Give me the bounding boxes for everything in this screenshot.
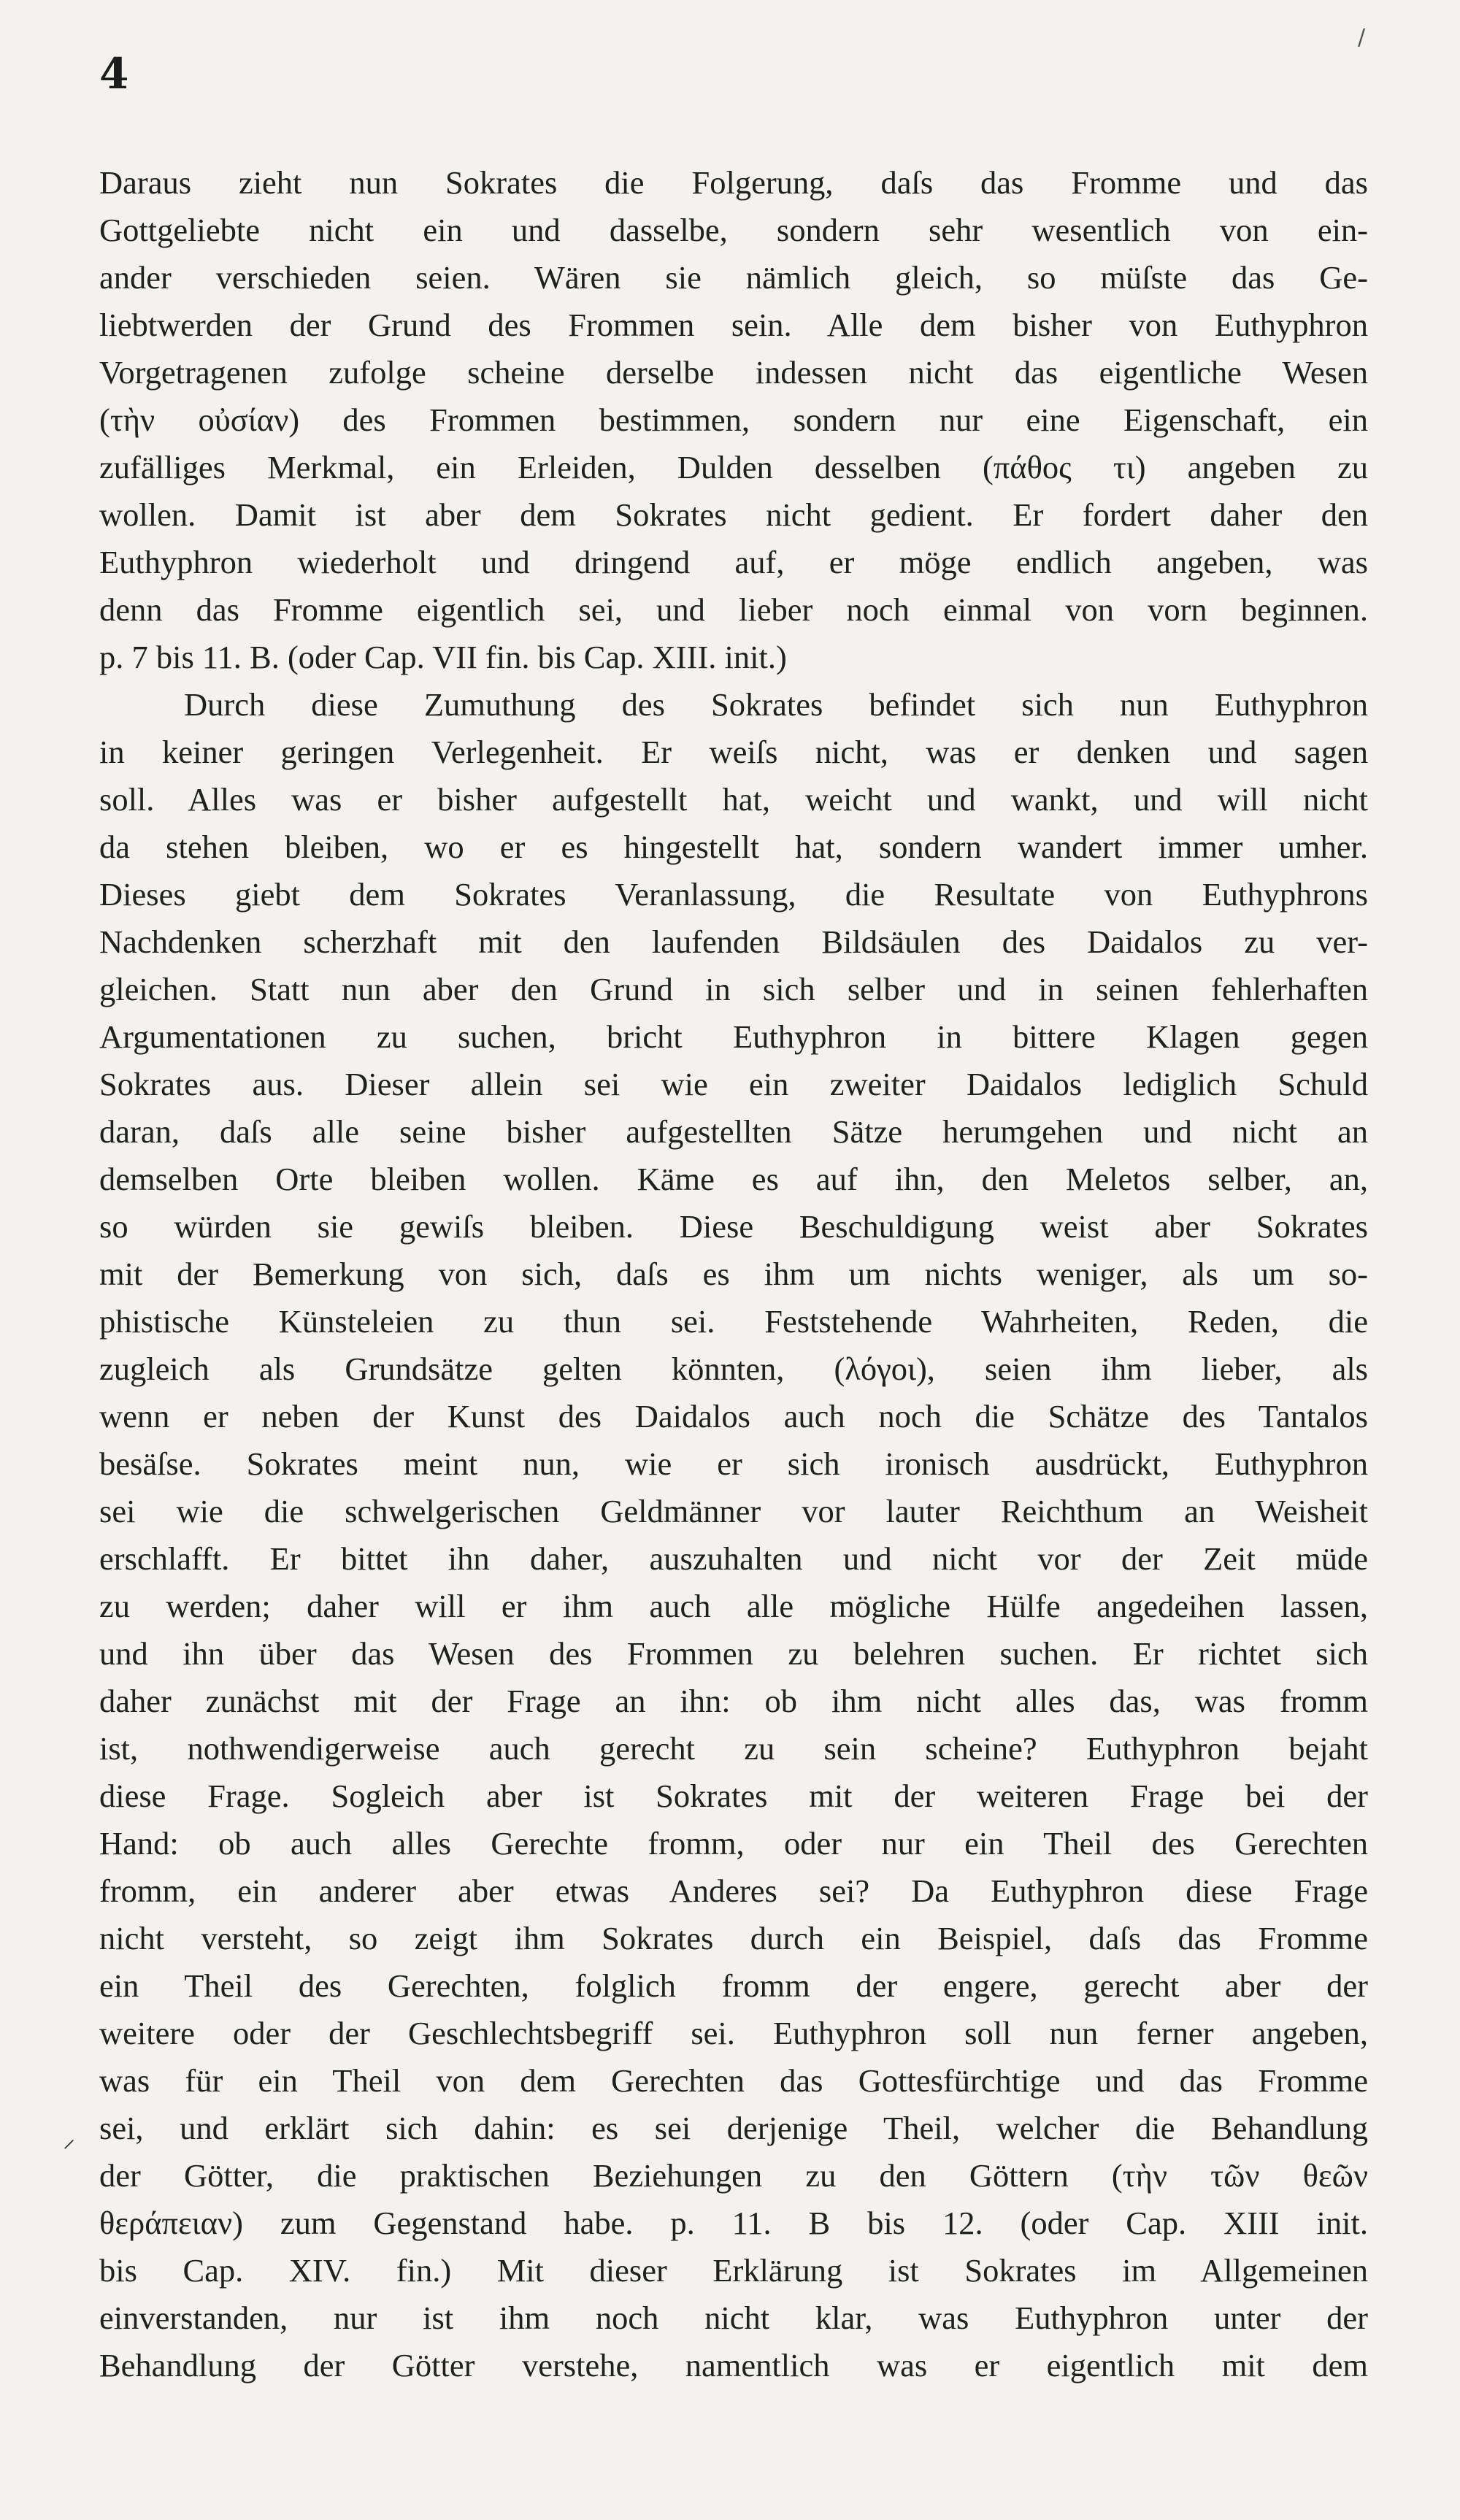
text-line: ist, nothwendigerweise auch gerecht zu sein scheine? Euthyphron bejaht xyxy=(99,1730,1368,1767)
text-line: diese Frage. Sogleich aber ist Sokrates mit der weiteren Frage bei der xyxy=(99,1778,1368,1814)
text-line: so würden sie gewiſs bleiben. Diese Beschuldigung weist aber Sokrates xyxy=(99,1208,1368,1245)
margin-mark: ⸝ xyxy=(63,2124,75,2154)
text-line: Euthyphron wiederholt und dringend auf, er möge endlich angeben, was xyxy=(99,544,1368,580)
text-line: was für ein Theil von dem Gerechten das Gottesfürchtige und das Fromme xyxy=(99,2062,1368,2099)
text-line: mit der Bemerkung von sich, daſs es ihm um nichts weniger, als um so- xyxy=(99,1256,1368,1292)
text-line: zu werden; daher will er ihm auch alle mögliche Hülfe angedeihen lassen, xyxy=(99,1588,1368,1624)
text-line: θεράπειαν) zum Gegenstand habe. p. 11. B bis 12. (oder Cap. XIII init. xyxy=(99,2205,1368,2241)
text-line: zugleich als Grundsätze gelten könnten, (λόγοι), seien ihm lieber, als xyxy=(99,1351,1368,1387)
text-line: Gottgeliebte nicht ein und dasselbe, sondern sehr wesentlich von ein- xyxy=(99,212,1368,248)
text-line: besäſse. Sokrates meint nun, wie er sich ironisch ausdrückt, Euthyphron xyxy=(99,1445,1368,1482)
text-line: denn das Fromme eigentlich sei, und lieber noch einmal von vorn beginnen. xyxy=(99,591,1368,628)
text-line: soll. Alles was er bisher aufgestellt hat, weicht und wankt, und will nicht xyxy=(99,781,1368,818)
text-line: Sokrates aus. Dieser allein sei wie ein zweiter Daidalos lediglich Schuld xyxy=(99,1066,1368,1102)
text-line: fromm, ein anderer aber etwas Anderes sei? Da Euthyphron diese Frage xyxy=(99,1872,1368,1909)
text-line: sei, und erklärt sich dahin: es sei derjenige Theil, welcher die Behandlung xyxy=(99,2110,1368,2146)
text-line: der Götter, die praktischen Beziehungen zu den Göttern (τὴν τῶν θεῶν xyxy=(99,2157,1368,2194)
corner-mark: / xyxy=(1358,25,1366,50)
text-line: Argumentationen zu suchen, bricht Euthyphron in bittere Klagen gegen xyxy=(99,1018,1368,1055)
text-line: da stehen bleiben, wo er es hingestellt hat, sondern wandert immer umher. xyxy=(99,829,1368,865)
text-line: zufälliges Merkmal, ein Erleiden, Dulden desselben (πάθος τι) angeben zu xyxy=(99,449,1368,485)
text-line: ander verschieden seien. Wären sie nämlich gleich, so müſste das Ge- xyxy=(99,259,1368,296)
text-line: phistische Künsteleien zu thun sei. Feststehende Wahrheiten, Reden, die xyxy=(99,1303,1368,1340)
text-line: Hand: ob auch alles Gerechte fromm, oder nur ein Theil des Gerechten xyxy=(99,1825,1368,1862)
text-line: Vorgetragenen zufolge scheine derselbe indessen nicht das eigentliche Wesen xyxy=(99,354,1368,391)
text-line: (τὴν οὐσίαν) des Frommen bestimmen, sondern nur eine Eigenschaft, ein xyxy=(99,402,1368,438)
text-line: Nachdenken scherzhaft mit den laufenden Bildsäulen des Daidalos zu ver- xyxy=(99,923,1368,960)
text-line: nicht versteht, so zeigt ihm Sokrates durch ein Beispiel, daſs das Fromme xyxy=(99,1920,1368,1956)
text-line: daher zunächst mit der Frage an ihn: ob ihm nicht alles das, was fromm xyxy=(99,1683,1368,1719)
text-line: in keiner geringen Verlegenheit. Er weiſs nicht, was er denken und sagen xyxy=(99,734,1368,770)
text-line: p. 7 bis 11. B. (oder Cap. VII fin. bis Cap. XIII. init.) xyxy=(99,639,787,675)
text-line: daran, daſs alle seine bisher aufgestellten Sätze herumgehen und nicht an xyxy=(99,1113,1368,1150)
text-line: einverstanden, nur ist ihm noch nicht klar, was Euthyphron unter der xyxy=(99,2300,1368,2336)
text-line: Dieses giebt dem Sokrates Veranlassung, die Resultate von Euthyphrons xyxy=(99,876,1368,913)
text-line: Daraus zieht nun Sokrates die Folgerung, daſs das Fromme und das xyxy=(99,164,1368,201)
text-line: wollen. Damit ist aber dem Sokrates nicht gedient. Er fordert daher den xyxy=(99,496,1368,533)
text-line: sei wie die schwelgerischen Geldmänner vor lauter Reichthum an Weisheit xyxy=(99,1493,1368,1529)
page-number: 4 xyxy=(99,49,129,99)
text-line: bis Cap. XIV. fin.) Mit dieser Erklärung ist Sokrates im Allgemeinen xyxy=(99,2252,1368,2289)
text-line: Durch diese Zumuthung des Sokrates befindet sich nun Euthyphron xyxy=(184,686,1368,723)
text-line: erschlafft. Er bittet ihn daher, auszuhalten und nicht vor der Zeit müde xyxy=(99,1540,1368,1577)
text-line: demselben Orte bleiben wollen. Käme es auf ihn, den Meletos selber, an, xyxy=(99,1161,1368,1197)
body-text xyxy=(99,159,1368,2389)
text-line: weitere oder der Geschlechtsbegriff sei. Euthyphron soll nun ferner angeben, xyxy=(99,2015,1368,2051)
text-line: liebtwerden der Grund des Frommen sein. Alle dem bisher von Euthyphron xyxy=(99,307,1368,343)
text-line: Behandlung der Götter verstehe, namentlich was er eigentlich mit dem xyxy=(99,2347,1368,2383)
text-line: wenn er neben der Kunst des Daidalos auch noch die Schätze des Tantalos xyxy=(99,1398,1368,1434)
text-line: gleichen. Statt nun aber den Grund in sich selber und in seinen fehlerhaften xyxy=(99,971,1368,1007)
text-line: und ihn über das Wesen des Frommen zu belehren suchen. Er richtet sich xyxy=(99,1635,1368,1672)
text-line: ein Theil des Gerechten, folglich fromm der engere, gerecht aber der xyxy=(99,1967,1368,2004)
